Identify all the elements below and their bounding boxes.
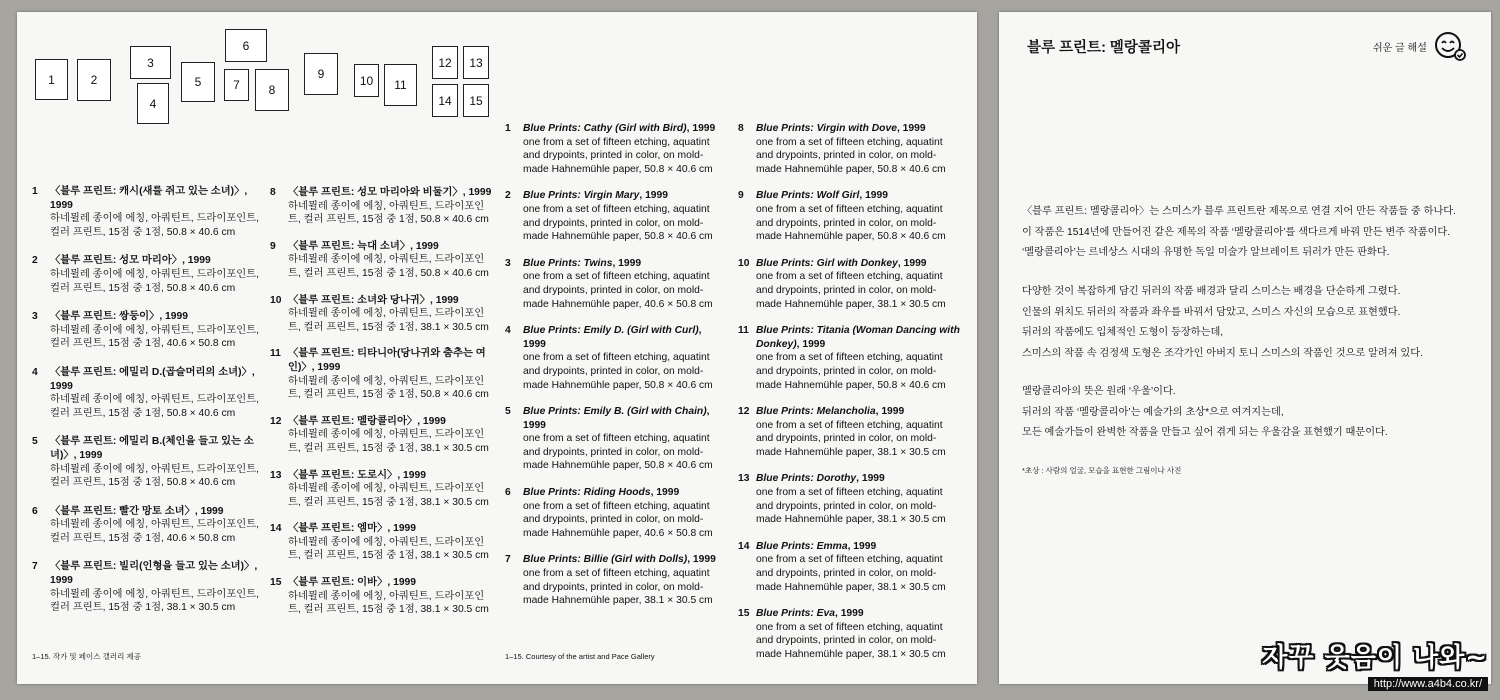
- explainer-title: 블루 프린트: 멜랑콜리아: [1027, 40, 1180, 56]
- list-item: [505, 257, 723, 311]
- list-item: [505, 324, 723, 392]
- item-number: 6: [32, 505, 38, 517]
- item-title: 〈블루 프린트: 에밀리 B.(체인을 들고 있는 소녀)〉, 1999: [50, 436, 254, 461]
- item-desc: one from a set of fifteen etching, aquatint and drypoints, printed in color, on mold-made Hahnemühle paper, 38.1 × 30.5 cm: [756, 487, 946, 526]
- item-number: 14: [270, 523, 282, 535]
- item-year: , 1999: [856, 473, 885, 485]
- item-number: 9: [270, 240, 276, 252]
- item-number: 4: [32, 366, 38, 378]
- item-title: 〈블루 프린트: 티타니아(당나귀와 춤추는 여인)〉, 1999: [288, 348, 486, 373]
- item-number: 12: [270, 415, 282, 427]
- item-title: 〈블루 프린트: 쌍둥이〉, 1999: [50, 311, 188, 323]
- english-credit: 1–15. Courtesy of the artist and Pace Gallery: [505, 652, 655, 661]
- item-number: 8: [270, 187, 276, 198]
- item-desc: one from a set of fifteen etching, aquatint and drypoints, printed in color, on mold-made Hahnemühle paper, 50.8 × 40.6 cm: [756, 136, 946, 175]
- item-desc: 하네뮐레 종이에 에칭, 아쿼틴트, 드라이포인트, 컬러 프린트, 15점 중 1점, 50.8 × 40.6 cm: [50, 394, 260, 419]
- item-year: , 1999: [523, 325, 702, 350]
- text-line: 이 작품은 1514년에 만들어진 같은 제목의 작품 ‘멜랑콜리아’를 색다르게 바꿔 만든 변주 작품이다.: [1022, 226, 1451, 238]
- item-number: 15: [738, 608, 750, 620]
- map-box: 4: [137, 83, 169, 124]
- item-title: Blue Prints: Eva: [756, 608, 835, 620]
- item-year: , 1999: [897, 257, 927, 269]
- english-list-column-2: [738, 122, 960, 662]
- item-number: 1: [32, 186, 38, 197]
- item-desc: one from a set of fifteen etching, aquatint and drypoints, printed in color, on mold-made Hahnemühle paper, 38.1 × 30.5 cm: [756, 554, 946, 593]
- map-box: 15: [463, 84, 489, 117]
- item-desc: one from a set of fifteen etching, aquatint and drypoints, printed in color, on mold-made Hahnemühle paper, 50.8 × 40.6 cm: [523, 352, 713, 391]
- text-line: 인물의 위치도 뒤러의 작품과 좌우를 바꿔서 담았고, 스미스 자신의 모습으로 표현했다.: [1022, 306, 1401, 318]
- item-number: 6: [505, 487, 511, 499]
- explainer-paragraph-3: [1022, 382, 1388, 444]
- item-desc: 하네뮐레 종이에 에칭, 아쿼틴트, 드라이포인트, 컬러 프린트, 15점 중 1점, 50.8 × 40.6 cm: [288, 254, 489, 279]
- list-item: [270, 294, 495, 335]
- list-item: [270, 469, 495, 510]
- item-desc: 하네뮐레 종이에 에칭, 아쿼틴트, 드라이포인트, 컬러 프린트, 15점 중 1점, 40.6 × 50.8 cm: [50, 324, 260, 350]
- item-number: 2: [505, 190, 511, 202]
- artwork-label-panel: [17, 12, 977, 684]
- smiley-icon: [1433, 30, 1467, 62]
- map-box: 6: [225, 29, 267, 62]
- text-line: 뒤러의 작품에도 입체적인 도형이 등장하는데,: [1022, 327, 1224, 338]
- map-box: 14: [432, 84, 458, 117]
- item-number: 11: [270, 348, 281, 360]
- list-item: [32, 254, 262, 295]
- list-item: [270, 415, 495, 456]
- item-desc: one from a set of fifteen etching, aquatint and drypoints, printed in color, on mold-made Hahnemühle paper, 38.1 × 30.5 cm: [756, 621, 946, 660]
- list-item: [32, 435, 262, 489]
- item-title: 〈블루 프린트: 빌리(인형을 들고 있는 소녀)〉, 1999: [50, 561, 258, 587]
- explainer-panel: [999, 12, 1491, 684]
- explainer-paragraph-2: [1022, 282, 1423, 364]
- map-box: 7: [224, 69, 249, 101]
- item-title: Blue Prints: Twins: [523, 257, 613, 269]
- list-item: [32, 310, 262, 351]
- item-number: 10: [270, 294, 282, 306]
- item-title: Blue Prints: Virgin Mary: [523, 190, 640, 202]
- list-item: [32, 560, 262, 614]
- item-desc: 하네뮐레 종이에 에칭, 아쿼틴트, 드라이포인트, 컬러 프린트, 15점 중 1점, 50.8 × 40.6 cm: [50, 268, 260, 294]
- item-number: 5: [505, 406, 511, 418]
- item-desc: one from a set of fifteen etching, aquatint and drypoints, printed in color, on mold-made Hahnemühle paper, 38.1 × 30.5 cm: [756, 419, 946, 458]
- item-desc: 하네뮐레 종이에 에칭, 아쿼틴트, 드라이포인트, 컬러 프린트, 15점 중 1점, 38.1 × 30.5 cm: [50, 588, 260, 614]
- list-item: [270, 186, 495, 227]
- map-box: 13: [463, 46, 489, 79]
- item-desc: one from a set of fifteen etching, aquatint and drypoints, printed in color, on mold-made Hahnemühle paper, 38.1 × 30.5 cm: [756, 271, 946, 310]
- item-number: 8: [738, 123, 744, 134]
- item-desc: 하네뮐레 종이에 에칭, 아쿼틴트, 드라이포인트, 컬러 프린트, 15점 중 1점, 50.8 × 40.6 cm: [288, 375, 489, 401]
- list-item: [738, 189, 960, 243]
- item-desc: 하네뮐레 종이에 에칭, 아쿼틴트, 드라이포인트, 컬러 프린트, 15점 중 1점, 50.8 × 40.6 cm: [50, 213, 260, 238]
- map-box: 12: [432, 46, 458, 79]
- list-item: [738, 540, 960, 594]
- map-box: 9: [304, 53, 338, 95]
- map-box: 10: [354, 64, 379, 97]
- explainer-paragraph-1: [1022, 202, 1456, 264]
- item-year: , 1999: [686, 123, 716, 134]
- watermark-text: 자꾸 웃음이 나와~: [1262, 643, 1488, 673]
- item-number: 11: [738, 325, 749, 337]
- item-title: 〈블루 프린트: 성모 마리아와 비둘기〉, 1999: [288, 187, 492, 198]
- item-year: , 1999: [875, 406, 905, 418]
- item-title: 〈블루 프린트: 엠마〉, 1999: [288, 523, 416, 535]
- item-number: 15: [270, 577, 282, 589]
- text-line: 뒤러의 작품 ‘멜랑콜리아’는 예술가의 초상*으로 여겨지는데,: [1022, 406, 1284, 418]
- footnote: *초상 : 사람의 얼굴, 모습을 표현한 그림이나 사진: [1022, 466, 1182, 475]
- item-title: Blue Prints: Riding Hoods: [523, 487, 651, 499]
- item-year: , 1999: [650, 487, 680, 499]
- korean-list-column-1: [32, 185, 262, 615]
- map-box: 1: [35, 59, 68, 100]
- item-year: , 1999: [847, 540, 877, 552]
- list-item: [270, 240, 495, 281]
- korean-credit: 1–15. 작가 및 페이스 갤러리 제공: [32, 652, 141, 661]
- item-year: , 1999: [896, 123, 926, 134]
- item-title: 〈블루 프린트: 멜랑콜리아〉, 1999: [288, 415, 446, 427]
- watermark: [1262, 637, 1488, 692]
- item-desc: one from a set of fifteen etching, aquatint and drypoints, printed in color, on mold-made Hahnemühle paper, 38.1 × 30.5 cm: [523, 568, 713, 607]
- item-number: 12: [738, 406, 750, 418]
- item-desc: 하네뮐레 종이에 에칭, 아쿼틴트, 드라이포인트, 컬러 프린트, 15점 중 1점, 50.8 × 40.6 cm: [50, 463, 260, 489]
- item-year: , 1999: [612, 257, 642, 269]
- list-item: [738, 122, 960, 176]
- item-title: Blue Prints: Billie (Girl with Dolls): [523, 554, 688, 566]
- map-box: 3: [130, 46, 171, 79]
- item-desc: 하네뮐레 종이에 에칭, 아쿼틴트, 드라이포인트, 컬러 프린트, 15점 중 1점, 38.1 × 30.5 cm: [288, 483, 489, 508]
- item-title: Blue Prints: Titania (Woman Dancing with Donkey): [756, 325, 960, 350]
- item-title: 〈블루 프린트: 이바〉, 1999: [288, 577, 416, 589]
- list-item: [32, 366, 262, 420]
- item-desc: one from a set of fifteen etching, aquatint and drypoints, printed in color, on mold-made Hahnemühle paper, 40.6 × 50.8 cm: [523, 500, 713, 539]
- list-item: [738, 607, 960, 661]
- text-line: 스미스의 작품 속 검정색 도형은 조각가인 아버지 토니 스미스의 작품인 것으로 알려져 있다.: [1022, 347, 1423, 359]
- item-desc: one from a set of fifteen etching, aquatint and drypoints, printed in color, on mold-made Hahnemühle paper, 50.8 × 40.6 cm: [523, 136, 713, 175]
- item-year: , 1999: [796, 338, 826, 350]
- item-title: 〈블루 프린트: 캐시(새를 쥐고 있는 소녀)〉, 1999: [50, 186, 248, 211]
- item-number: 7: [32, 561, 38, 573]
- item-year: , 1999: [859, 190, 888, 202]
- item-desc: one from a set of fifteen etching, aquatint and drypoints, printed in color, on mold-made Hahnemühle paper, 40.6 × 50.8 cm: [523, 271, 713, 310]
- item-number: 13: [270, 469, 282, 481]
- text-line: 모든 예술가들이 완벽한 작품을 만들고 싶어 겪게 되는 우울감을 표현했기 때문이다.: [1022, 427, 1388, 438]
- item-number: 14: [738, 540, 750, 552]
- text-line: 다양한 것이 복잡하게 담긴 뒤러의 작품 배경과 달리 스미스는 배경을 단순하게 그렸다.: [1022, 286, 1401, 297]
- item-year: , 1999: [687, 554, 716, 566]
- item-desc: one from a set of fifteen etching, aquatint and drypoints, printed in color, on mold-made Hahnemühle paper, 50.8 × 40.6 cm: [523, 203, 713, 243]
- easy-read-label: 쉬운 글 해설: [1373, 43, 1427, 54]
- item-number: 13: [738, 473, 750, 485]
- map-box: 11: [384, 64, 417, 106]
- item-desc: 하네뮐레 종이에 에칭, 아쿼틴트, 드라이포인트, 컬러 프린트, 15점 중 1점, 50.8 × 40.6 cm: [288, 200, 489, 226]
- item-desc: 하네뮐레 종이에 에칭, 아쿼틴트, 드라이포인트, 컬러 프린트, 15점 중 1점, 38.1 × 30.5 cm: [288, 590, 489, 616]
- item-title: Blue Prints: Wolf Girl: [756, 190, 860, 202]
- map-box: 5: [181, 62, 215, 102]
- item-title: Blue Prints: Emily B. (Girl with Chain): [523, 406, 707, 418]
- list-item: [505, 122, 723, 176]
- list-item: [270, 576, 495, 617]
- item-desc: 하네뮐레 종이에 에칭, 아쿼틴트, 드라이포인트, 컬러 프린트, 15점 중 1점, 38.1 × 30.5 cm: [288, 308, 489, 333]
- list-item: [270, 522, 495, 563]
- item-title: 〈블루 프린트: 성모 마리아〉, 1999: [50, 255, 211, 267]
- item-number: 2: [32, 255, 38, 267]
- item-year: , 1999: [523, 406, 710, 431]
- item-number: 3: [32, 311, 38, 323]
- list-item: [505, 486, 723, 540]
- item-number: 7: [505, 554, 511, 566]
- list-item: [32, 505, 262, 546]
- item-number: 3: [505, 257, 511, 269]
- list-item: [505, 189, 723, 243]
- item-title: 〈블루 프린트: 빨간 망토 소녀〉, 1999: [50, 505, 224, 517]
- text-line: 멜랑콜리아의 뜻은 원래 ‘우울’이다.: [1022, 386, 1176, 397]
- list-item: [738, 324, 960, 392]
- item-number: 9: [738, 190, 744, 202]
- item-number: 10: [738, 257, 750, 269]
- list-item: [738, 257, 960, 311]
- item-number: 4: [505, 325, 511, 337]
- item-number: 1: [505, 123, 511, 134]
- map-box: 2: [77, 59, 111, 101]
- item-year: , 1999: [834, 608, 864, 620]
- list-item: [270, 347, 495, 401]
- korean-list-column-2: [270, 186, 495, 617]
- item-title: 〈블루 프린트: 늑대 소녀〉, 1999: [288, 240, 439, 252]
- item-title: 〈블루 프린트: 소녀와 당나귀〉, 1999: [288, 294, 459, 306]
- text-line: 〈블루 프린트: 멜랑콜리아〉는 스미스가 블루 프린트란 제목으로 연결 지어 만든 작품들 중 하나다.: [1022, 206, 1456, 217]
- item-title: Blue Prints: Girl with Donkey: [756, 257, 898, 269]
- item-desc: 하네뮐레 종이에 에칭, 아쿼틴트, 드라이포인트, 컬러 프린트, 15점 중 1점, 38.1 × 30.5 cm: [288, 429, 489, 454]
- watermark-url: http://www.a4b4.co.kr/: [1368, 677, 1488, 691]
- item-desc: 하네뮐레 종이에 에칭, 아쿼틴트, 드라이포인트, 컬러 프린트, 15점 중 1점, 40.6 × 50.8 cm: [50, 519, 260, 544]
- item-title: Blue Prints: Cathy (Girl with Bird): [523, 123, 687, 134]
- list-item: [505, 405, 723, 473]
- item-title: Blue Prints: Emma: [756, 540, 848, 552]
- item-desc: one from a set of fifteen etching, aquatint and drypoints, printed in color, on mold-made Hahnemühle paper, 50.8 × 40.6 cm: [756, 203, 946, 243]
- item-number: 5: [32, 436, 38, 448]
- list-item: [32, 185, 262, 239]
- item-year: , 1999: [639, 190, 668, 202]
- list-item: [738, 405, 960, 459]
- text-line: ‘멜랑콜리아’는 르네상스 시대의 유명한 독일 미술가 알브레이트 뒤러가 만든 판화다.: [1022, 247, 1390, 258]
- list-item: [505, 553, 723, 607]
- item-title: Blue Prints: Virgin with Dove: [756, 123, 897, 134]
- item-title: Blue Prints: Dorothy: [756, 473, 857, 485]
- map-box: 8: [255, 69, 289, 111]
- item-desc: one from a set of fifteen etching, aquatint and drypoints, printed in color, on mold-made Hahnemühle paper, 50.8 × 40.6 cm: [523, 433, 713, 472]
- item-title: Blue Prints: Emily D. (Girl with Curl): [523, 325, 699, 337]
- item-title: 〈블루 프린트: 도로시〉, 1999: [288, 469, 426, 481]
- item-desc: one from a set of fifteen etching, aquatint and drypoints, printed in color, on mold-made Hahnemühle paper, 50.8 × 40.6 cm: [756, 352, 946, 391]
- item-title: Blue Prints: Melancholia: [756, 406, 876, 418]
- item-desc: 하네뮐레 종이에 에칭, 아쿼틴트, 드라이포인트, 컬러 프린트, 15점 중 1점, 38.1 × 30.5 cm: [288, 536, 489, 562]
- item-title: 〈블루 프린트: 에밀리 D.(곱슬머리의 소녀)〉, 1999: [50, 366, 255, 392]
- english-list-column-1: [505, 122, 723, 608]
- list-item: [738, 472, 960, 526]
